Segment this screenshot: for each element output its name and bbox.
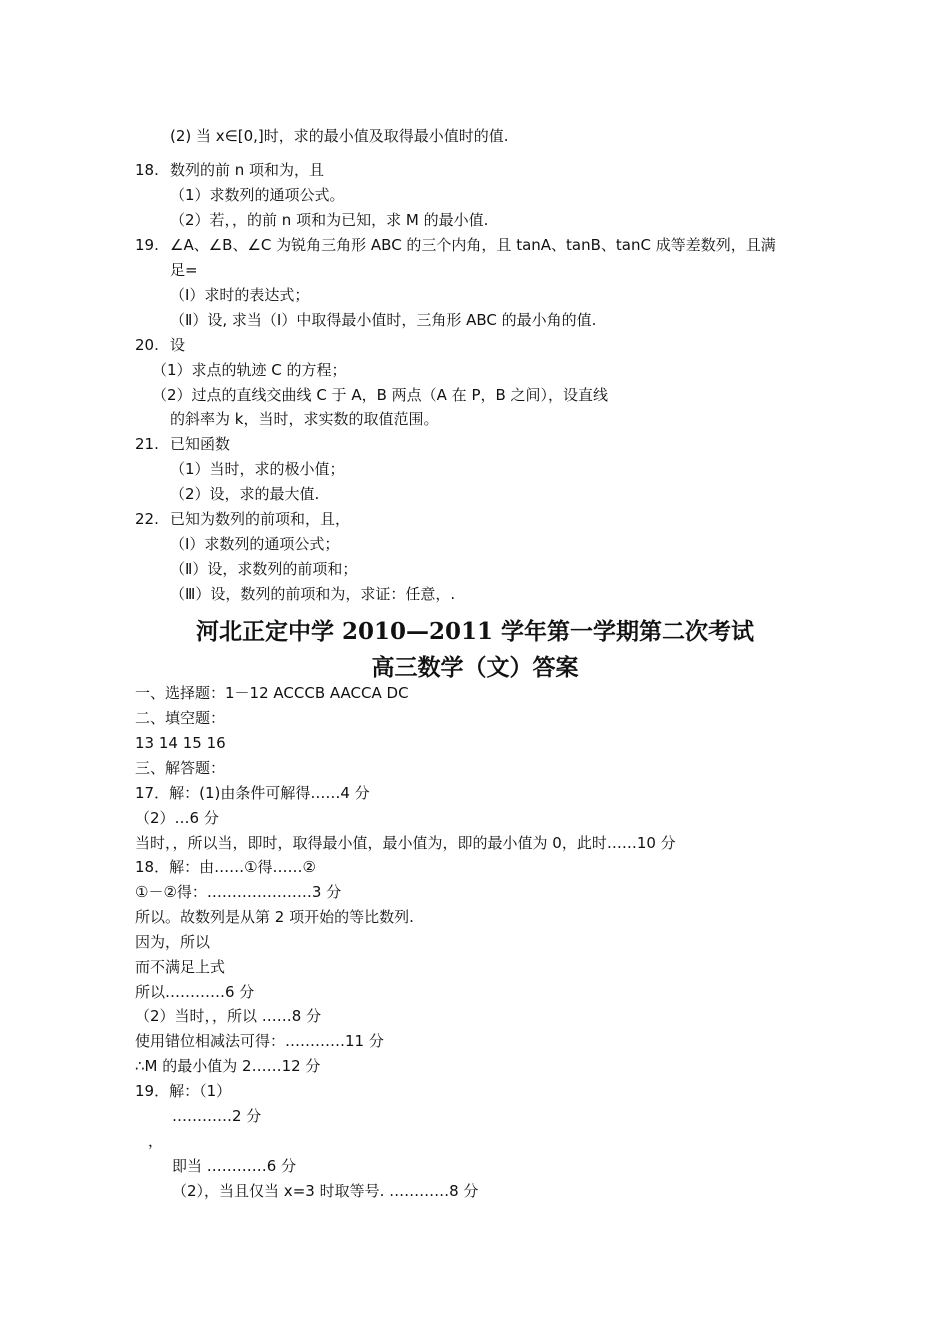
answer-line: （2）当时，，所以 ……8 分 — [135, 1007, 322, 1025]
q22-stem — [135, 509, 350, 529]
answer-solution-heading: 三、解答题： — [135, 759, 226, 777]
answer-line: 所以。故数列是从第 2 项开始的等比数列. — [135, 908, 414, 926]
answer-line: 因为，所以 — [135, 933, 211, 951]
answer-fill-numbers: 13 14 15 16 — [135, 734, 226, 752]
q22-sub2: （Ⅱ）设，求数列的前项和； — [170, 560, 358, 578]
answer-line: 19．解：（1） — [135, 1082, 232, 1100]
answer-choice: 一、选择题：1－12 ACCCB AACCA DC — [135, 684, 409, 702]
q21-stem — [135, 434, 230, 454]
q19-sub1: （Ⅰ）求时的表达式； — [170, 286, 310, 304]
answer-subtitle: 高三数学（文）答案 — [371, 654, 579, 681]
answer-line: 使用错位相减法可得：…………11 分 — [135, 1032, 384, 1050]
answer-title: 河北正定中学 2010—2011 学年第一学期第二次考试 — [195, 618, 755, 645]
answer-line: 18．解：由……①得……② — [135, 858, 316, 876]
q21-number: 21. — [135, 435, 159, 453]
answer-fill-heading: 二、填空题： — [135, 709, 226, 727]
q22-number: 22. — [135, 510, 159, 528]
q19-text: ∠A、∠B、∠C 为锐角三角形 ABC 的三个内角，且 tanA、tanB、tanC 成等差数列，且满 — [170, 236, 776, 254]
q17-part2: (2) 当 x∈[0,]时，求的最小值及取得最小值时的值. — [170, 127, 509, 145]
answer-line: 所以…………6 分 — [135, 983, 255, 1001]
q18-text: 数列的前 n 项和为，且 — [170, 161, 325, 179]
q18-sub1: （1）求数列的通项公式。 — [170, 186, 345, 204]
answer-line: ①－②得：…………………3 分 — [135, 883, 342, 901]
answer-line: 17．解：(1)由条件可解得……4 分 — [135, 784, 370, 802]
q22-text: 已知为数列的前项和，且， — [170, 510, 351, 528]
q19-number: 19. — [135, 236, 159, 254]
q18-stem — [135, 160, 324, 180]
answer-line: 即当 …………6 分 — [172, 1157, 297, 1175]
q19-stem — [135, 235, 776, 255]
q20-number: 20. — [135, 336, 159, 354]
answer-line: （2）…6 分 — [135, 809, 219, 827]
answer-line: 而不满足上式 — [135, 958, 226, 976]
q20-sub2: （2）过点的直线交曲线 C 于 A，B 两点（A 在 P，B 之间），设直线 — [152, 386, 609, 404]
q20-stem — [135, 335, 185, 355]
answer-line: （2），当且仅当 x=3 时取等号. …………8 分 — [172, 1182, 479, 1200]
answer-line: …………2 分 — [172, 1107, 262, 1125]
q21-text: 已知函数 — [170, 435, 231, 453]
q20-sub1: （1）求点的轨迹 C 的方程； — [152, 361, 347, 379]
answer-line: ， — [148, 1132, 164, 1150]
q22-sub1: （Ⅰ）求数列的通项公式； — [170, 535, 340, 553]
answer-line: ∴M 的最小值为 2……12 分 — [135, 1057, 321, 1075]
answer-line: 当时，，所以当，即时，取得最小值，最小值为，即的最小值为 0，此时……10 分 — [135, 834, 676, 852]
q19-stem-cont: 足= — [170, 261, 198, 279]
q19-sub2: （Ⅱ）设, 求当（Ⅰ）中取得最小值时，三角形 ABC 的最小角的值. — [170, 311, 597, 329]
q20-text: 设 — [170, 336, 186, 354]
q22-sub3: （Ⅲ）设，数列的前项和为，求证：任意，. — [170, 585, 456, 603]
q21-sub2: （2）设，求的最大值. — [170, 485, 320, 503]
q20-sub2-cont: 的斜率为 k，当时，求实数的取值范围。 — [170, 410, 439, 428]
q18-sub2: （2）若，，的前 n 项和为已知，求 M 的最小值. — [170, 211, 489, 229]
q18-number: 18. — [135, 161, 159, 179]
q21-sub1: （1）当时，求的极小值； — [170, 460, 345, 478]
